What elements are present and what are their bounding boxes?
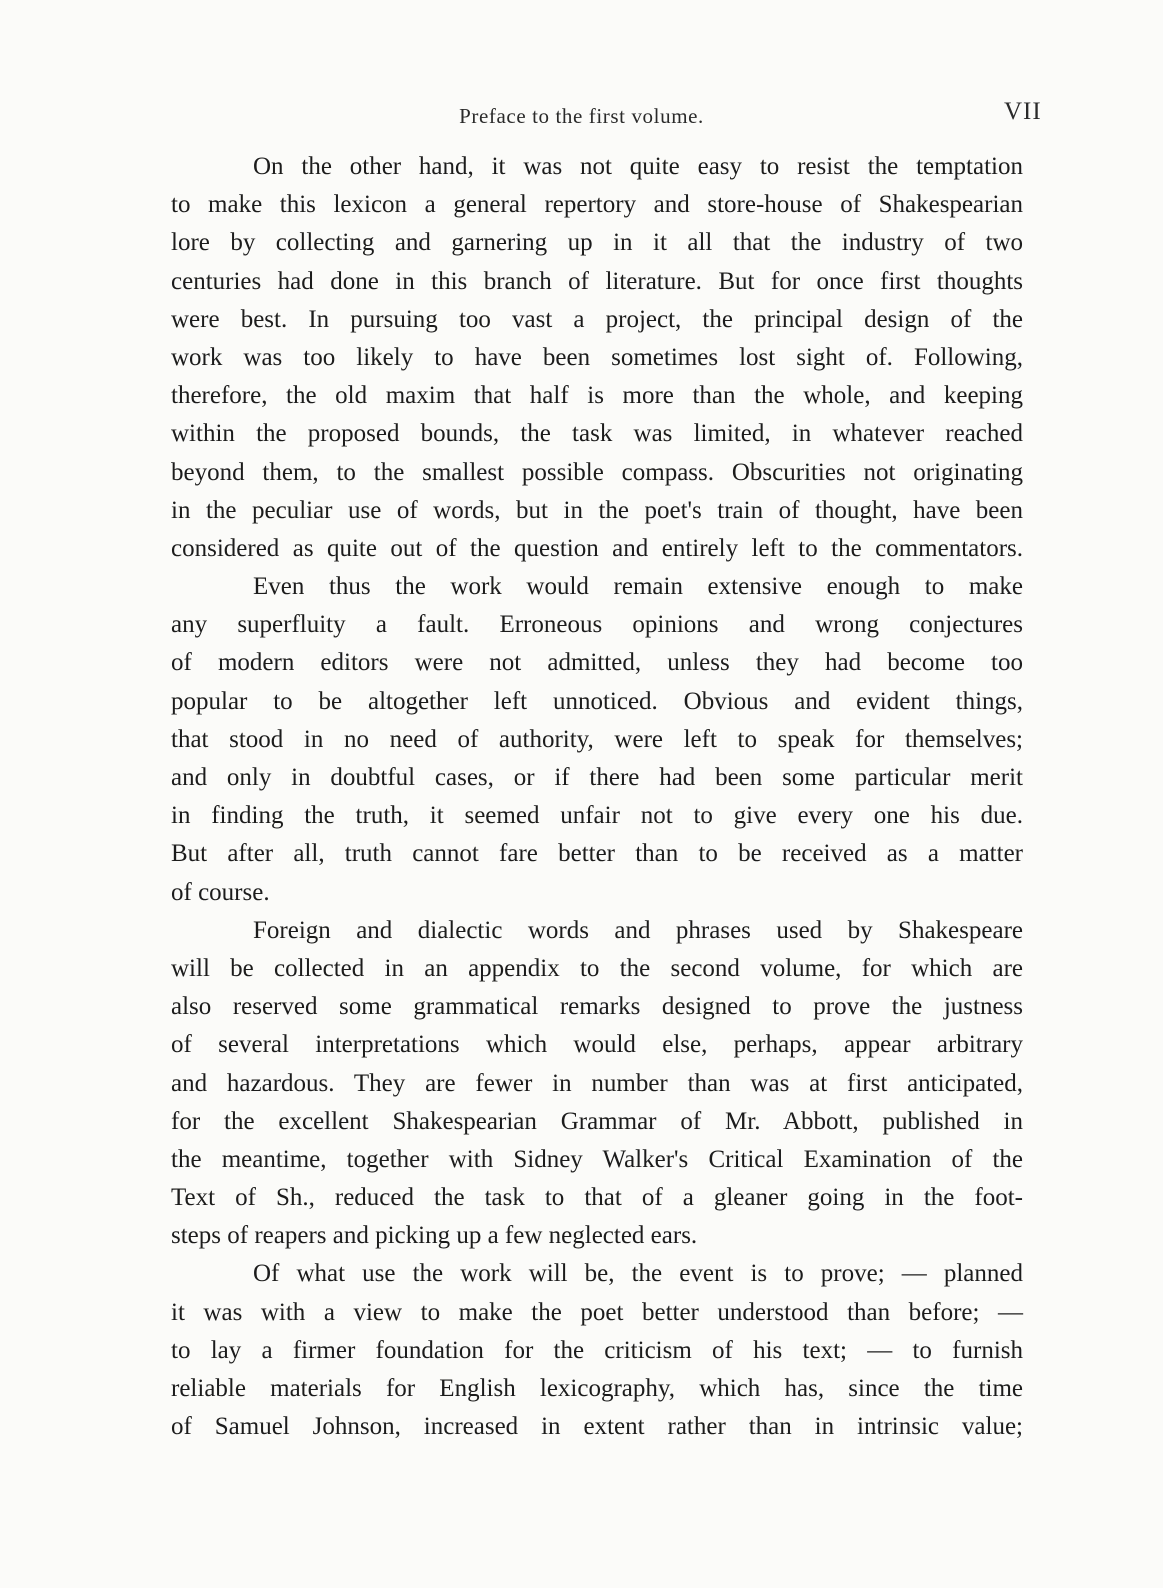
text-line: centuries had done in this branch of literature. But for once first thoughts [171, 267, 1023, 295]
running-header: Preface to the first volume. [459, 104, 704, 128]
text-line: lore by collecting and garnering up in it all that the industry of two [171, 229, 1023, 257]
text-line: of modern editors were not admitted, unless they had become too [171, 649, 1023, 677]
text-line: Even thus the work would remain extensive enough to make [253, 573, 1023, 601]
text-line: any superfluity a fault. Erroneous opinions and wrong conjectures [171, 611, 1023, 639]
text-line: were best. In pursuing too vast a project, the principal design of the [171, 305, 1023, 333]
text-line: Foreign and dialectic words and phrases used by Shakespeare [253, 916, 1023, 944]
text-line: beyond them, to the smallest possible compass. Obscurities not originating [171, 458, 1023, 486]
text-line: to make this lexicon a general repertory and store-house of Shakespearian [171, 191, 1023, 219]
text-line: popular to be altogether left unnoticed. Obvious and evident things, [171, 687, 1023, 715]
text-line: to lay a firmer foundation for the criticism of his text; — to furnish [171, 1336, 1023, 1364]
text-line: considered as quite out of the question and entirely left to the commentators. [171, 534, 1023, 562]
text-line: work was too likely to have been sometimes lost sight of. Following, [171, 343, 1023, 371]
text-line: therefore, the old maxim that half is more than the whole, and keeping [171, 382, 1023, 410]
text-line: and only in doubtful cases, or if there had been some particular merit [171, 764, 1023, 791]
text-line: it was with a view to make the poet better understood than before; — [171, 1298, 1023, 1326]
text-line: of Samuel Johnson, increased in extent rather than in intrinsic value; [171, 1413, 1023, 1441]
text-line: reliable materials for English lexicography, which has, since the time [171, 1375, 1023, 1402]
text-line: of course. [171, 878, 270, 906]
text-line: in finding the truth, it seemed unfair not to give every one his due. [171, 802, 1023, 830]
text-line: for the excellent Shakespearian Grammar of Mr. Abbott, published in [171, 1107, 1023, 1135]
text-line: steps of reapers and picking up a few neglected ears. [171, 1222, 698, 1250]
text-line: within the proposed bounds, the task was limited, in whatever reached [171, 420, 1023, 448]
text-line: of several interpretations which would else, perhaps, appear arbitrary [171, 1031, 1023, 1059]
text-line: that stood in no need of authority, were left to speak for themselves; [171, 725, 1023, 753]
text-line: Text of Sh., reduced the task to that of a gleaner going in the foot- [171, 1184, 1023, 1212]
text-line: Of what use the work will be, the event is to prove; — planned [253, 1260, 1023, 1288]
text-line: also reserved some grammatical remarks designed to prove the justness [171, 993, 1023, 1021]
text-line: and hazardous. They are fewer in number than was at first anticipated, [171, 1069, 1023, 1097]
text-line: the meantime, together with Sidney Walker's Critical Examination of the [171, 1145, 1023, 1173]
text-line: On the other hand, it was not quite easy to resist the temptation [253, 153, 1023, 180]
page-number: VII [1004, 98, 1042, 125]
text-line: will be collected in an appendix to the second volume, for which are [171, 954, 1023, 982]
body-text [171, 148, 1023, 1446]
text-line: in the peculiar use of words, but in the poet's train of thought, have been [171, 496, 1023, 524]
text-line: But after all, truth cannot fare better than to be received as a matter [171, 840, 1023, 868]
